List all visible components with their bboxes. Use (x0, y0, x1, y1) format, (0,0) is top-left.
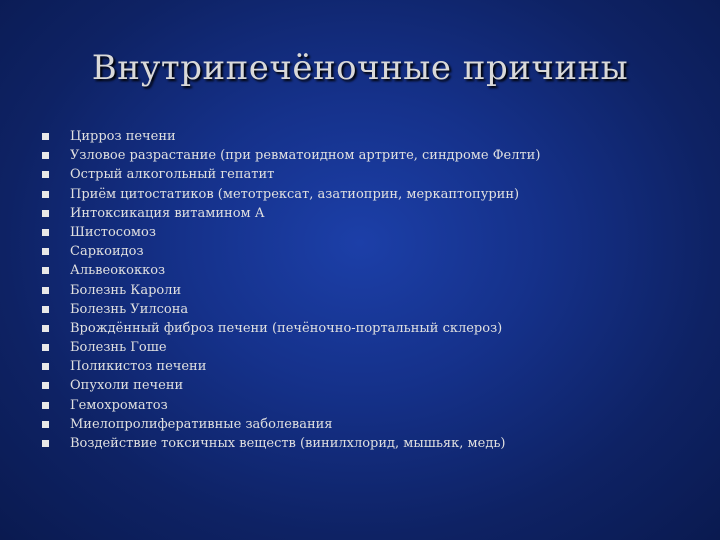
square-bullet-icon (42, 325, 49, 332)
square-bullet-icon (42, 402, 49, 409)
square-bullet-icon (42, 382, 49, 389)
list-item-text: Миелопролиферативные заболевания (70, 416, 333, 432)
list-item (38, 376, 698, 395)
square-bullet-icon (42, 287, 49, 294)
list-item-text: Врождённый фиброз печени (печёночно-портальный склероз) (70, 320, 503, 336)
list-item (38, 396, 698, 415)
square-bullet-icon (42, 191, 49, 198)
list-item (38, 338, 698, 357)
list-item (38, 281, 698, 300)
list-item (38, 146, 698, 165)
square-bullet-icon (42, 421, 49, 428)
list-item (38, 261, 698, 280)
slide-title: Внутрипечёночные причины (91, 48, 629, 88)
square-bullet-icon (42, 229, 49, 236)
square-bullet-icon (42, 133, 49, 140)
list-item-text: Саркоидоз (70, 244, 144, 260)
list-item (38, 223, 698, 242)
square-bullet-icon (42, 440, 49, 447)
list-item-text: Приём цитостатиков (метотрексат, азатиоприн, меркаптопурин) (70, 186, 520, 202)
list-item-text: Болезнь Уилсона (70, 301, 189, 317)
list-item-text: Воздействие токсичных веществ (винилхлорид, мышьяк, медь) (70, 436, 506, 451)
list-item-text: Цирроз печени (70, 129, 176, 144)
list-item-text: Узловое разрастание (при ревматоидном артрите, синдроме Фелти) (70, 148, 541, 164)
bullet-list (38, 127, 698, 453)
list-item-text: Интоксикация витамином А (70, 205, 265, 221)
square-bullet-icon (42, 248, 49, 255)
list-item (38, 300, 698, 319)
list-item-text: Острый алкогольный гепатит (70, 167, 275, 183)
list-item-text: Альвеококкоз (70, 263, 166, 279)
square-bullet-icon (42, 152, 49, 159)
list-item-text: Болезнь Гоше (70, 340, 167, 356)
square-bullet-icon (42, 344, 49, 351)
list-item (38, 185, 698, 204)
list-item (38, 204, 698, 223)
list-item (38, 242, 698, 261)
square-bullet-icon (42, 210, 49, 217)
square-bullet-icon (42, 267, 49, 274)
list-item (38, 127, 698, 146)
list-item-text: Опухоли печени (70, 378, 184, 394)
list-item (38, 434, 698, 453)
list-item (38, 165, 698, 184)
square-bullet-icon (42, 171, 49, 178)
list-item-text: Гемохроматоз (70, 397, 168, 413)
square-bullet-icon (42, 363, 49, 370)
list-item-text: Поликистоз печени (70, 359, 207, 375)
list-item (38, 415, 698, 434)
list-item-text: Шистосомоз (70, 224, 156, 240)
list-item (38, 319, 698, 338)
list-item-text: Болезнь Кароли (70, 282, 182, 298)
square-bullet-icon (42, 306, 49, 313)
list-item (38, 357, 698, 376)
